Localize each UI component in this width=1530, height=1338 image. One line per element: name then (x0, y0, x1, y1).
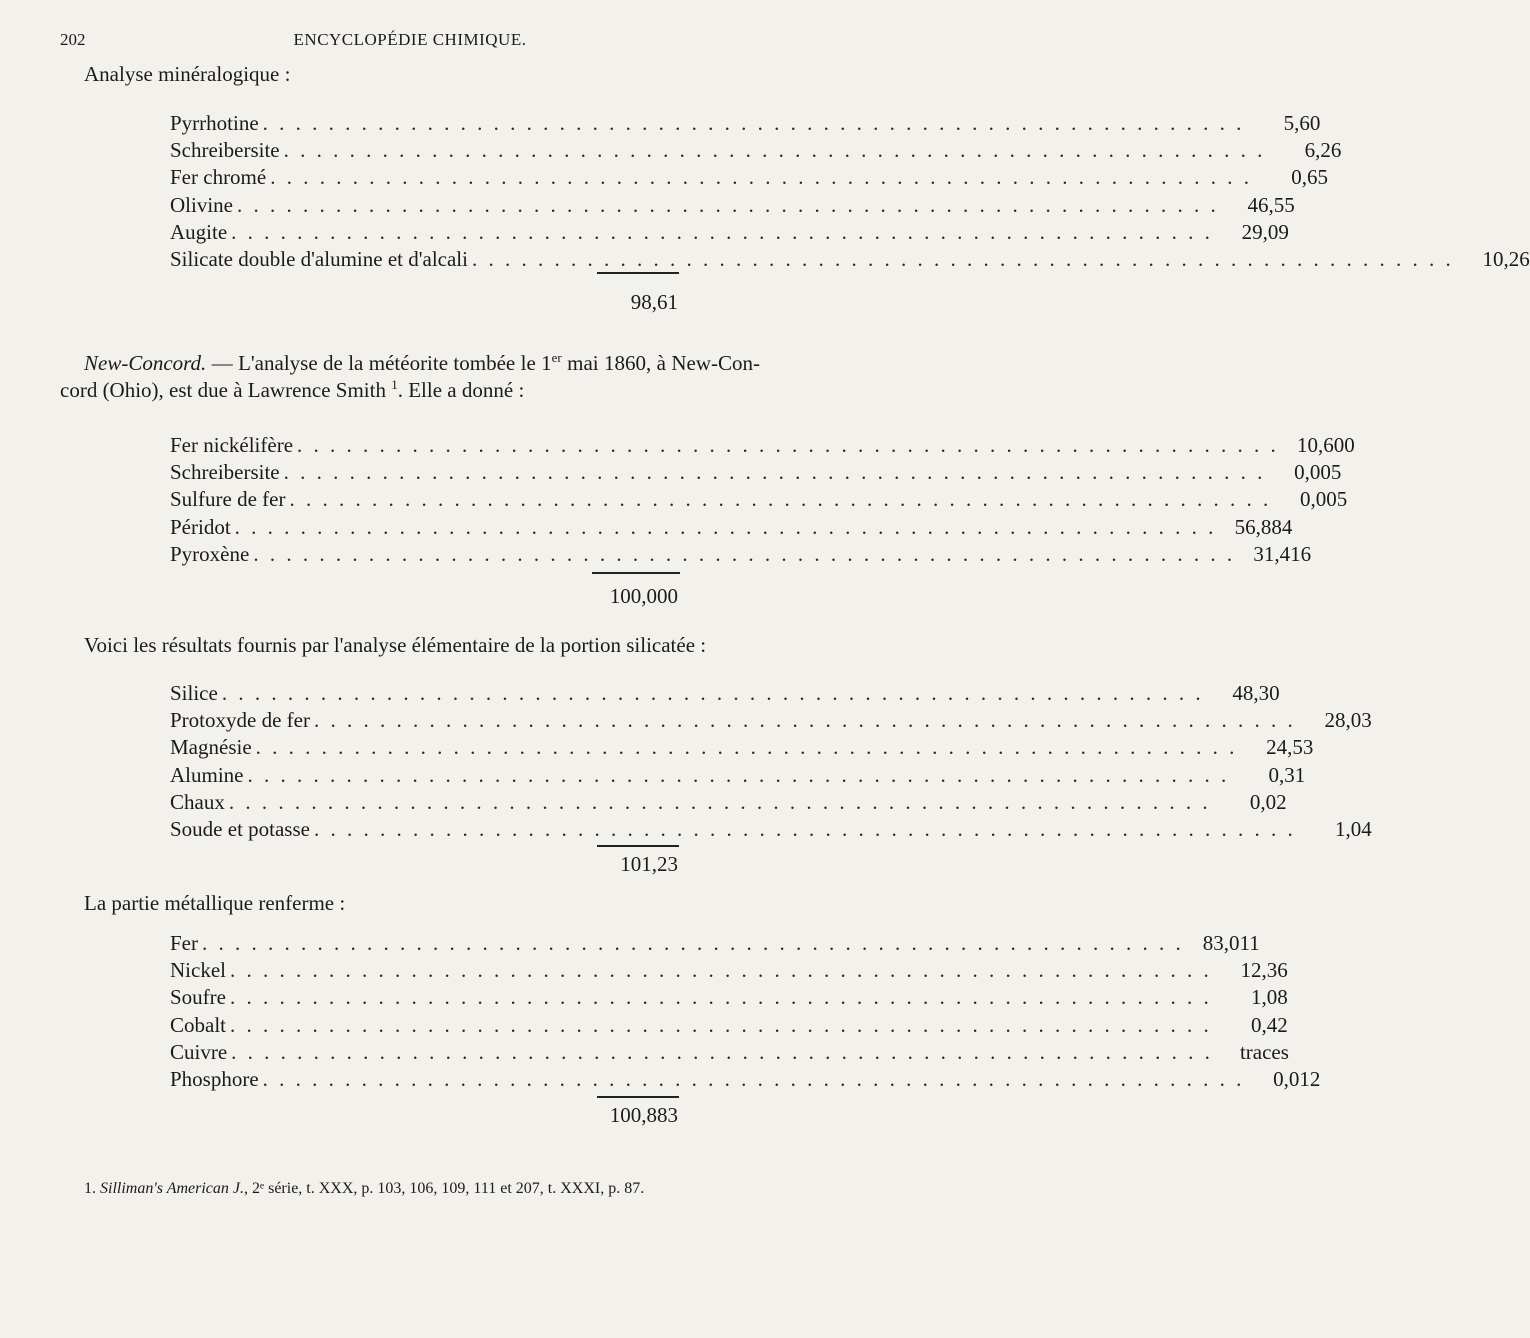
row-label: Augite (170, 219, 228, 244)
new-concord-total-rule (592, 572, 680, 574)
dot-leader: . . . . . . . . . . . . . . . . . . . . . . . . . . . . . . . . . . . . . . . . . . . . . . . . . . . . . . . . . . . . (230, 985, 1212, 1010)
row-value: 0,012 (1273, 1066, 1321, 1091)
dot-leader: . . . . . . . . . . . . . . . . . . . . . . . . . . . . . . . . . . . . . . . . . . . . . . . . . . . . . . . . . . . . (231, 1039, 1213, 1064)
paragraph-text: . Elle a donné : (397, 378, 525, 402)
table-row (170, 1066, 1321, 1093)
paragraph-text: mai 1860, à New-Con- (561, 351, 760, 375)
silicate-total-rule (597, 845, 679, 847)
metallic-intro: La partie métallique renferme : (84, 891, 346, 915)
table-row (170, 432, 1355, 459)
table-row (170, 734, 1314, 761)
row-value: 48,30 (1232, 681, 1280, 705)
table-row (170, 762, 1306, 789)
row-label: Fer (170, 931, 198, 955)
row-value: 5,60 (1283, 111, 1321, 135)
silicate-intro: Voici les résultats fournis par l'analyse élémentaire de la portion silicatée : (84, 633, 707, 657)
row-value: 31,416 (1253, 541, 1312, 566)
table-row (170, 219, 1289, 246)
table-row (170, 137, 1342, 164)
table-row (170, 110, 1321, 137)
dot-leader: . . . . . . . . . . . . . . . . . . . . . . . . . . . . . . . . . . . . . . . . . . . . . . . . . . . . . . . . . . . . (283, 138, 1266, 163)
dot-leader: . . . . . . . . . . . . . . . . . . . . . . . . . . . . . . . . . . . . . . . . . . . . . . . . . . . . . . . . . . . . (297, 433, 1279, 457)
row-label: Chaux (170, 789, 225, 814)
new-concord-table (170, 432, 1355, 568)
row-label: Péridot (170, 514, 231, 539)
row-label: Pyrrhotine (170, 111, 259, 135)
dot-leader: . . . . . . . . . . . . . . . . . . . . . . . . . . . . . . . . . . . . . . . . . . . . . . . . . . . . . . . . . . . . (221, 681, 1204, 705)
row-value: 10,600 (1297, 433, 1355, 457)
row-label: Sulfure de fer (170, 487, 286, 512)
table-row (170, 1039, 1289, 1066)
mineralogical-total: 98,61 (630, 290, 678, 314)
running-title: ENCYCLOPÉDIE CHIMIQUE. (293, 30, 527, 49)
dot-leader: . . . . . . . . . . . . . . . . . . . . . . . . . . . . . . . . . . . . . . . . . . . . . . . . . . . . . . . . . . . . (229, 958, 1212, 983)
dot-leader: . . . . . . . . . . . . . . . . . . . . . . . . . . . . . . . . . . . . . . . . . . . . . . . . . . . . . . . . . . . . (230, 1012, 1212, 1037)
row-label: Silice (170, 681, 218, 705)
row-value: 29,09 (1241, 219, 1289, 244)
dot-leader: . . . . . . . . . . . . . . . . . . . . . . . . . . . . . . . . . . . . . . . . . . . . . . . . . . . . . . . . . . . . (262, 111, 1245, 135)
dot-leader: . . . . . . . . . . . . . . . . . . . . . . . . . . . . . . . . . . . . . . . . . . . . . . . . . . . . . . . . . . . . (255, 735, 1238, 760)
dot-leader: . . . . . . . . . . . . . . . . . . . . . . . . . . . . . . . . . . . . . . . . . . . . . . . . . . . . . . . . . . . . (253, 541, 1236, 566)
row-value: 1,08 (1251, 985, 1288, 1010)
row-value: 46,55 (1247, 192, 1295, 217)
row-label: Schreibersite (170, 138, 280, 163)
row-value: 1,04 (1334, 816, 1372, 841)
row-value: 0,005 (1299, 487, 1348, 512)
mineralogical-heading: Analyse minéralogique : (84, 62, 291, 86)
row-value: 0,31 (1268, 762, 1306, 787)
silicate-total: 101,23 (620, 852, 678, 876)
paragraph-text: cord (Ohio), est due à Lawrence Smith (60, 378, 392, 402)
table-row (170, 984, 1288, 1011)
table-row (170, 541, 1312, 568)
table-row (170, 486, 1348, 513)
row-value: 0,02 (1249, 789, 1287, 814)
table-row (170, 957, 1288, 984)
dot-leader: . . . . . . . . . . . . . . . . . . . . . . . . . . . . . . . . . . . . . . . . . . . . . . . . . . . . . . . . . . . . (234, 514, 1217, 539)
paragraph-text: — L'analyse de la météorite tombée le 1 (206, 351, 552, 375)
row-label: Silicate double d'alumine et d'alcali (170, 246, 468, 271)
meteorite-name: New-Concord. (84, 351, 207, 375)
table-row (170, 707, 1372, 734)
row-value: 10,26 (1482, 246, 1530, 271)
row-label: Magnésie (170, 735, 252, 760)
row-label: Fer chromé (170, 165, 267, 190)
row-label: Fer nickélifère (170, 433, 294, 457)
row-value: 0,42 (1251, 1012, 1288, 1037)
dot-leader: . . . . . . . . . . . . . . . . . . . . . . . . . . . . . . . . . . . . . . . . . . . . . . . . . . . . . . . . . . . . (228, 789, 1211, 814)
row-label: Cobalt (170, 1012, 226, 1037)
dot-leader: . . . . . . . . . . . . . . . . . . . . . . . . . . . . . . . . . . . . . . . . . . . . . . . . . . . . . . . . . . . . (270, 165, 1252, 190)
dot-leader: . . . . . . . . . . . . . . . . . . . . . . . . . . . . . . . . . . . . . . . . . . . . . . . . . . . . . . . . . . . . (313, 816, 1296, 841)
dot-leader: . . . . . . . . . . . . . . . . . . . . . . . . . . . . . . . . . . . . . . . . . . . . . . . . . . . . . . . . . . . . (313, 708, 1296, 733)
metallic-total-rule (597, 1096, 679, 1098)
row-value: 12,36 (1240, 958, 1288, 983)
page-number: 202 (60, 30, 86, 49)
table-row (170, 164, 1328, 191)
table-row (170, 789, 1287, 816)
row-label: Protoxyde de fer (170, 708, 310, 733)
silicate-table (170, 680, 1372, 843)
row-label: Nickel (170, 958, 226, 983)
table-row (170, 1012, 1288, 1039)
row-label: Olivine (170, 192, 233, 217)
row-value: 0,005 (1294, 460, 1342, 485)
dot-leader: . . . . . . . . . . . . . . . . . . . . . . . . . . . . . . . . . . . . . . . . . . . . . . . . . . . . . . . . . . . . (289, 487, 1272, 512)
row-value: 0,65 (1291, 165, 1328, 190)
new-concord-paragraph (60, 350, 760, 404)
footnote-details: , 2ᵉ série, t. XXX, p. 103, 106, 109, 111 et 207, t. XXXI, p. 87. (244, 1180, 645, 1197)
table-row (170, 816, 1372, 843)
table-row (170, 930, 1260, 957)
dot-leader: . . . . . . . . . . . . . . . . . . . . . . . . . . . . . . . . . . . . . . . . . . . . . . . . . . . . . . . . . . . . (262, 1066, 1245, 1091)
mineralogical-total-rule (597, 272, 679, 274)
row-label: Phosphore (170, 1066, 259, 1091)
table-row (170, 459, 1342, 486)
row-label: Soude et potasse (170, 816, 310, 841)
superscript: er (551, 350, 562, 365)
metallic-table (170, 930, 1321, 1093)
row-label: Schreibersite (170, 460, 280, 485)
row-label: Pyroxène (170, 541, 250, 566)
row-value: 6,26 (1304, 138, 1342, 163)
dot-leader: . . . . . . . . . . . . . . . . . . . . . . . . . . . . . . . . . . . . . . . . . . . . . . . . . . . . . . . . . . . . (231, 219, 1213, 244)
table-row (170, 192, 1295, 219)
row-value: 28,03 (1324, 708, 1372, 733)
table-row (170, 514, 1293, 541)
footnote (84, 1180, 644, 1198)
row-label: Alumine (170, 762, 244, 787)
row-value: 24,53 (1266, 735, 1314, 760)
dot-leader: . . . . . . . . . . . . . . . . . . . . . . . . . . . . . . . . . . . . . . . . . . . . . . . . . . . . . . . . . . . . (471, 246, 1454, 271)
mineralogical-table (170, 110, 1530, 273)
page-header (60, 30, 760, 56)
row-label: Soufre (170, 985, 226, 1010)
footnote-source: Silliman's American J. (100, 1180, 244, 1197)
table-row (170, 246, 1530, 273)
row-label: Cuivre (170, 1039, 228, 1064)
dot-leader: . . . . . . . . . . . . . . . . . . . . . . . . . . . . . . . . . . . . . . . . . . . . . . . . . . . . . . . . . . . . (247, 762, 1230, 787)
dot-leader: . . . . . . . . . . . . . . . . . . . . . . . . . . . . . . . . . . . . . . . . . . . . . . . . . . . . . . . . . . . . (237, 192, 1219, 217)
dot-leader: . . . . . . . . . . . . . . . . . . . . . . . . . . . . . . . . . . . . . . . . . . . . . . . . . . . . . . . . . . . . (283, 460, 1266, 485)
new-concord-total: 100,000 (609, 584, 678, 608)
dot-leader: . . . . . . . . . . . . . . . . . . . . . . . . . . . . . . . . . . . . . . . . . . . . . . . . . . . . . . . . . . . . (202, 931, 1184, 955)
row-value: 83,011 (1202, 931, 1260, 955)
table-row (170, 680, 1280, 707)
footnote-number: 1. (84, 1180, 100, 1197)
metallic-total: 100,883 (609, 1103, 678, 1127)
footnote-ref: 1 (391, 377, 398, 392)
row-value: traces (1239, 1039, 1289, 1064)
row-value: 56,884 (1234, 514, 1293, 539)
